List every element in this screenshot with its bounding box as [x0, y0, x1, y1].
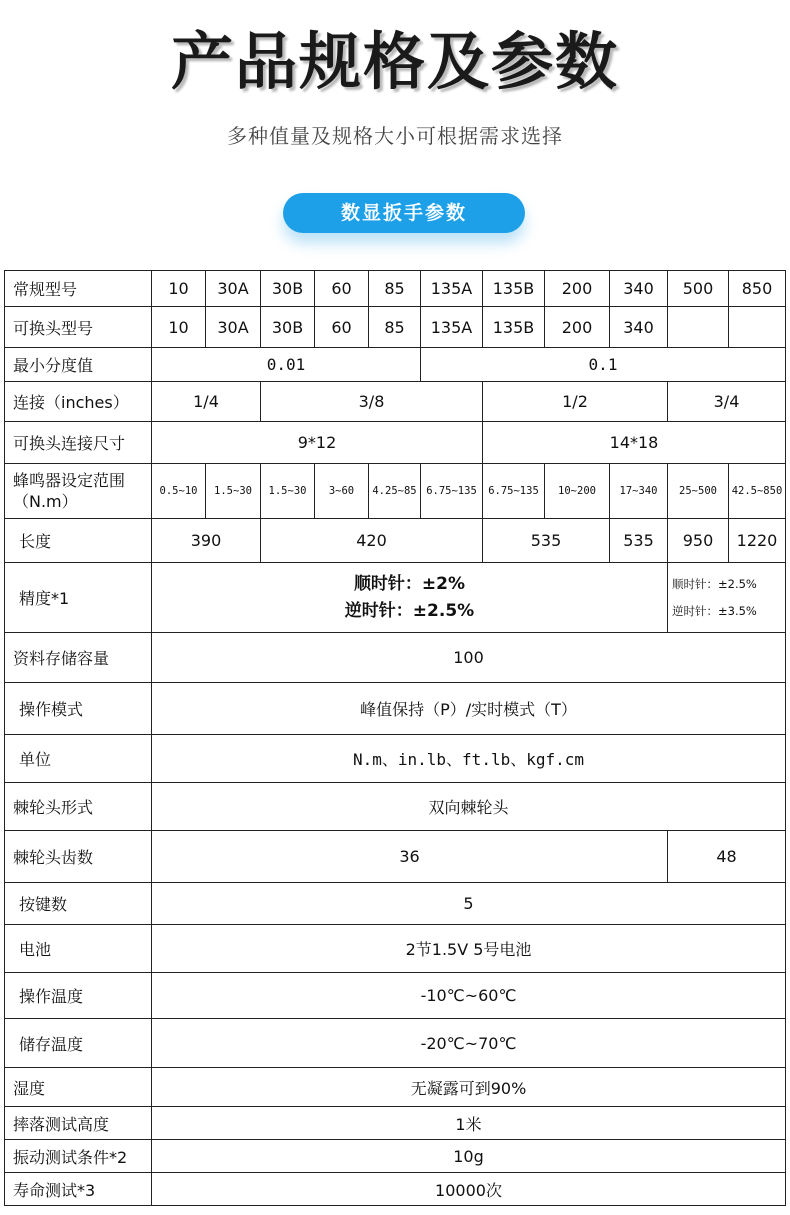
table-row — [5, 973, 786, 1019]
table-cell: 340 — [610, 307, 668, 348]
spec-table — [4, 270, 786, 1206]
table-cell: 535 — [610, 519, 668, 563]
row-label: 棘轮头齿数 — [5, 831, 152, 883]
table-cell: 6.75~135 — [483, 464, 545, 519]
row-label: 蜂鸣器设定范围（N.m） — [5, 464, 152, 519]
table-cell: 25~500 — [668, 464, 729, 519]
table-cell: 双向棘轮头 — [152, 783, 786, 831]
table-row — [5, 1107, 786, 1140]
accuracy-alt-counterclockwise: 逆时针：±3.5% — [672, 603, 757, 618]
table-cell: 10000次 — [152, 1173, 786, 1206]
accuracy-alt-cell — [668, 563, 786, 633]
table-cell: 3/4 — [668, 382, 786, 422]
table-cell: 135A — [421, 307, 483, 348]
row-label: 湿度 — [5, 1068, 152, 1107]
table-cell: 500 — [668, 271, 729, 307]
row-label: 寿命测试*3 — [5, 1173, 152, 1206]
table-cell: 60 — [315, 271, 369, 307]
table-cell: 30B — [261, 307, 315, 348]
table-cell: 峰值保持（P）/实时模式（T） — [152, 683, 786, 735]
table-row — [5, 563, 786, 633]
table-cell: 9*12 — [152, 422, 483, 464]
table-cell: 1.5~30 — [261, 464, 315, 519]
row-label: 按键数 — [5, 883, 152, 925]
table-cell: 3/8 — [261, 382, 483, 422]
table-row — [5, 831, 786, 883]
table-cell: 390 — [152, 519, 261, 563]
table-row — [5, 1140, 786, 1173]
table-cell: 14*18 — [483, 422, 786, 464]
table-cell: 950 — [668, 519, 729, 563]
table-row — [5, 783, 786, 831]
table-cell: 420 — [261, 519, 483, 563]
table-cell: 0.5~10 — [152, 464, 206, 519]
table-row — [5, 307, 786, 348]
table-cell: 850 — [729, 271, 786, 307]
table-row — [5, 1173, 786, 1206]
row-label: 连接（inches） — [5, 382, 152, 422]
accuracy-alt-clockwise: 顺时针：±2.5% — [672, 576, 757, 591]
row-label: 储存温度 — [5, 1019, 152, 1068]
table-row — [5, 271, 786, 307]
table-cell: 10~200 — [545, 464, 610, 519]
table-cell: 1.5~30 — [206, 464, 261, 519]
table-row — [5, 1019, 786, 1068]
row-label: 操作温度 — [5, 973, 152, 1019]
row-label: 电池 — [5, 925, 152, 973]
table-cell: 4.25~85 — [369, 464, 421, 519]
table-cell: 535 — [483, 519, 610, 563]
table-cell — [729, 307, 786, 348]
table-cell: 340 — [610, 271, 668, 307]
table-cell: -10℃~60℃ — [152, 973, 786, 1019]
page-subtitle: 多种值量及规格大小可根据需求选择 — [227, 124, 563, 148]
row-label: 常规型号 — [5, 271, 152, 307]
table-cell: 10 — [152, 271, 206, 307]
table-cell: 30A — [206, 307, 261, 348]
row-label: 最小分度值 — [5, 348, 152, 382]
table-cell: 5 — [152, 883, 786, 925]
table-cell: 30A — [206, 271, 261, 307]
table-row — [5, 925, 786, 973]
table-cell: 135A — [421, 271, 483, 307]
row-label: 摔落测试高度 — [5, 1107, 152, 1140]
table-row — [5, 519, 786, 563]
table-row — [5, 633, 786, 683]
table-cell: 无凝露可到90% — [152, 1068, 786, 1107]
accuracy-counterclockwise: 逆时针：±2.5% — [344, 600, 475, 621]
table-cell: 1米 — [152, 1107, 786, 1140]
table-cell: 135B — [483, 307, 545, 348]
row-label: 精度*1 — [5, 563, 152, 633]
table-cell: 85 — [369, 307, 421, 348]
section-badge: 数显扳手参数 — [283, 193, 525, 233]
table-cell: 1220 — [729, 519, 786, 563]
row-label: 单位 — [5, 735, 152, 783]
table-row — [5, 883, 786, 925]
table-cell: 36 — [152, 831, 668, 883]
row-label: 操作模式 — [5, 683, 152, 735]
row-label: 资料存储容量 — [5, 633, 152, 683]
row-label: 可换头连接尺寸 — [5, 422, 152, 464]
table-cell: N.m、in.lb、ft.lb、kgf.cm — [152, 735, 786, 783]
table-row — [5, 348, 786, 382]
row-label: 可换头型号 — [5, 307, 152, 348]
table-cell: 1/4 — [152, 382, 261, 422]
table-cell: -20℃~70℃ — [152, 1019, 786, 1068]
table-cell: 200 — [545, 307, 610, 348]
table-cell: 0.1 — [421, 348, 786, 382]
table-cell: 1/2 — [483, 382, 668, 422]
row-label: 棘轮头形式 — [5, 783, 152, 831]
table-cell: 2节1.5V 5号电池 — [152, 925, 786, 973]
accuracy-main-cell — [152, 563, 668, 633]
table-cell: 30B — [261, 271, 315, 307]
table-cell: 200 — [545, 271, 610, 307]
row-label: 振动测试条件*2 — [5, 1140, 152, 1173]
table-cell: 3~60 — [315, 464, 369, 519]
page-title: 产品规格及参数 — [170, 25, 619, 98]
table-cell: 48 — [668, 831, 786, 883]
table-row — [5, 1068, 786, 1107]
table-cell: 17~340 — [610, 464, 668, 519]
table-cell: 6.75~135 — [421, 464, 483, 519]
table-cell: 42.5~850 — [729, 464, 786, 519]
table-row — [5, 382, 786, 422]
table-cell: 135B — [483, 271, 545, 307]
table-cell — [668, 307, 729, 348]
table-row — [5, 735, 786, 783]
accuracy-clockwise: 顺时针：±2% — [353, 573, 466, 594]
table-cell: 60 — [315, 307, 369, 348]
table-row — [5, 422, 786, 464]
table-cell: 100 — [152, 633, 786, 683]
table-cell: 85 — [369, 271, 421, 307]
table-row — [5, 464, 786, 519]
table-row — [5, 683, 786, 735]
table-cell: 0.01 — [152, 348, 421, 382]
table-cell: 10g — [152, 1140, 786, 1173]
row-label: 长度 — [5, 519, 152, 563]
table-cell: 10 — [152, 307, 206, 348]
